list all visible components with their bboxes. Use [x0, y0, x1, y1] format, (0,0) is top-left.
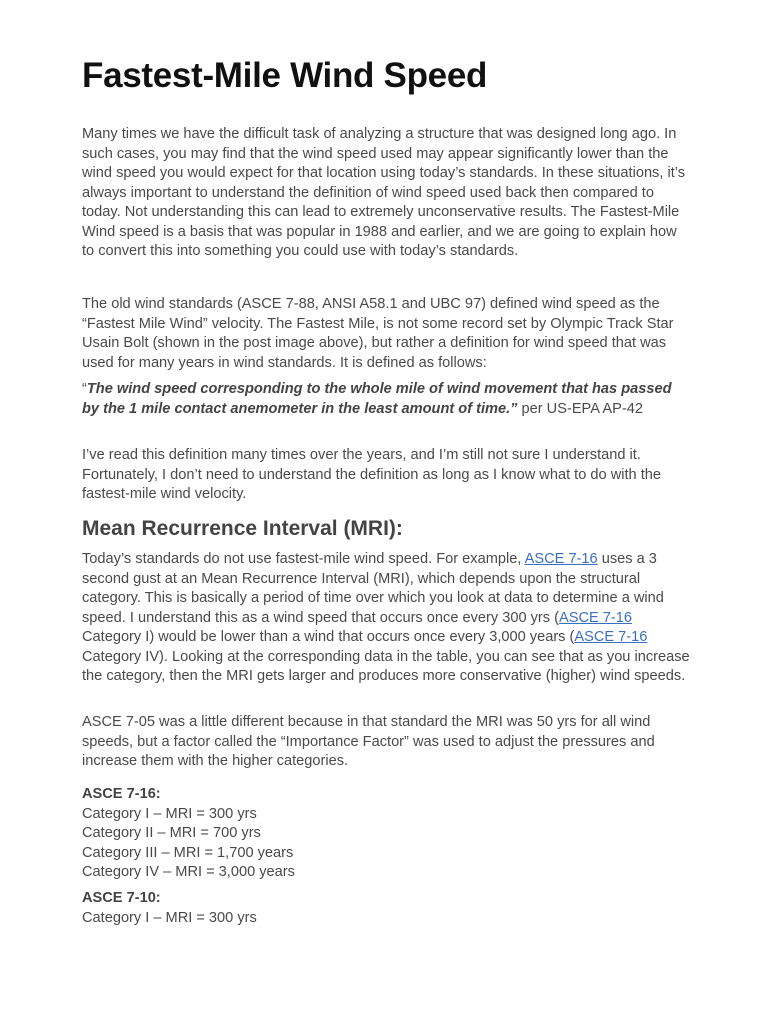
asce-7-10-list	[82, 889, 257, 928]
mri-text-4: Category IV). Looking at the corresponding data in the table, you can see that as you increase the category, then the MRI gets larger and produces more conservative (higher) wind speeds.	[82, 648, 690, 684]
list-item: Category III – MRI = 1,700 years	[82, 844, 294, 861]
list-item: Category I – MRI = 300 yrs	[82, 805, 257, 822]
asce-7-16-list	[82, 785, 295, 883]
asce-7-16-link[interactable]: ASCE 7-16	[574, 629, 648, 645]
quote-text: The wind speed corresponding to the whole mile of wind movement that has passed by the 1 mile contact anemometer in the least amount of time.”	[82, 381, 672, 417]
reflection-paragraph: I’ve read this definition many times over the years, and I’m still not sure I understand it. Fortunately, I don’t need to understand the definition as long as I know what to do with the fastest-mile wind velocity.	[82, 447, 661, 502]
mri-paragraph	[82, 550, 692, 687]
intro-paragraph: Many times we have the difficult task of analyzing a structure that was designed long ago. In such cases, you may find that the wind speed used may appear significantly lower than the wind speed you would expect for that location using today’s standards. In these situations, it’s always important to understand the definition of wind speed used back then compared to today. Not understanding this can lead to extremely unconservative results. The Fastest-Mile Wind speed is a basis that was popular in 1988 and earlier, and we are going to explain how to convert this into something you could use with today’s standards.	[82, 126, 686, 259]
list-heading: ASCE 7-16:	[82, 786, 161, 802]
mri-text-3: Category I) would be lower than a wind that occurs once every 3,000 years (	[82, 629, 575, 645]
mri-text-1: Today’s standards do not use fastest-mile wind speed. For example,	[82, 551, 525, 567]
list-item: Category II – MRI = 700 yrs	[82, 825, 261, 841]
definition-quote	[82, 380, 692, 419]
old-standards-paragraph: The old wind standards (ASCE 7-88, ANSI A58.1 and UBC 97) defined wind speed as the “Fastest Mile Wind” velocity. The Fastest Mile, is not some record set by Olympic Track Star Usain Bolt (shown in the post image above), but rather a definition for wind speed that was used for many years in wind standards. It is defined as follows:	[82, 296, 674, 371]
list-item: Category I – MRI = 300 yrs	[82, 909, 257, 926]
list-item: Category IV – MRI = 3,000 years	[82, 864, 295, 880]
page-title: Fastest-Mile Wind Speed	[82, 56, 488, 95]
quote-source: per US-EPA AP-42	[517, 400, 643, 417]
asce-7-16-link[interactable]: ASCE 7-16	[559, 609, 633, 626]
mri-text-2: uses a 3 second gust at an Mean Recurrence Interval (MRI), which depends upon the structural category. This is basically a period of time over which you look at data to determine a wind speed. I understand this as a wind speed that occurs once every 300 yrs (	[82, 551, 664, 626]
asce-7-16-link[interactable]: ASCE 7-16	[524, 551, 598, 567]
list-heading: ASCE 7-10:	[82, 890, 161, 906]
open-quote: “	[82, 381, 87, 397]
mri-heading: Mean Recurrence Interval (MRI):	[82, 517, 403, 540]
asce-7-05-paragraph: ASCE 7-05 was a little different because in that standard the MRI was 50 yrs for all wind speeds, but a factor called the “Importance Factor” was used to adjust the pressures and increase them with the higher categories.	[82, 714, 655, 769]
